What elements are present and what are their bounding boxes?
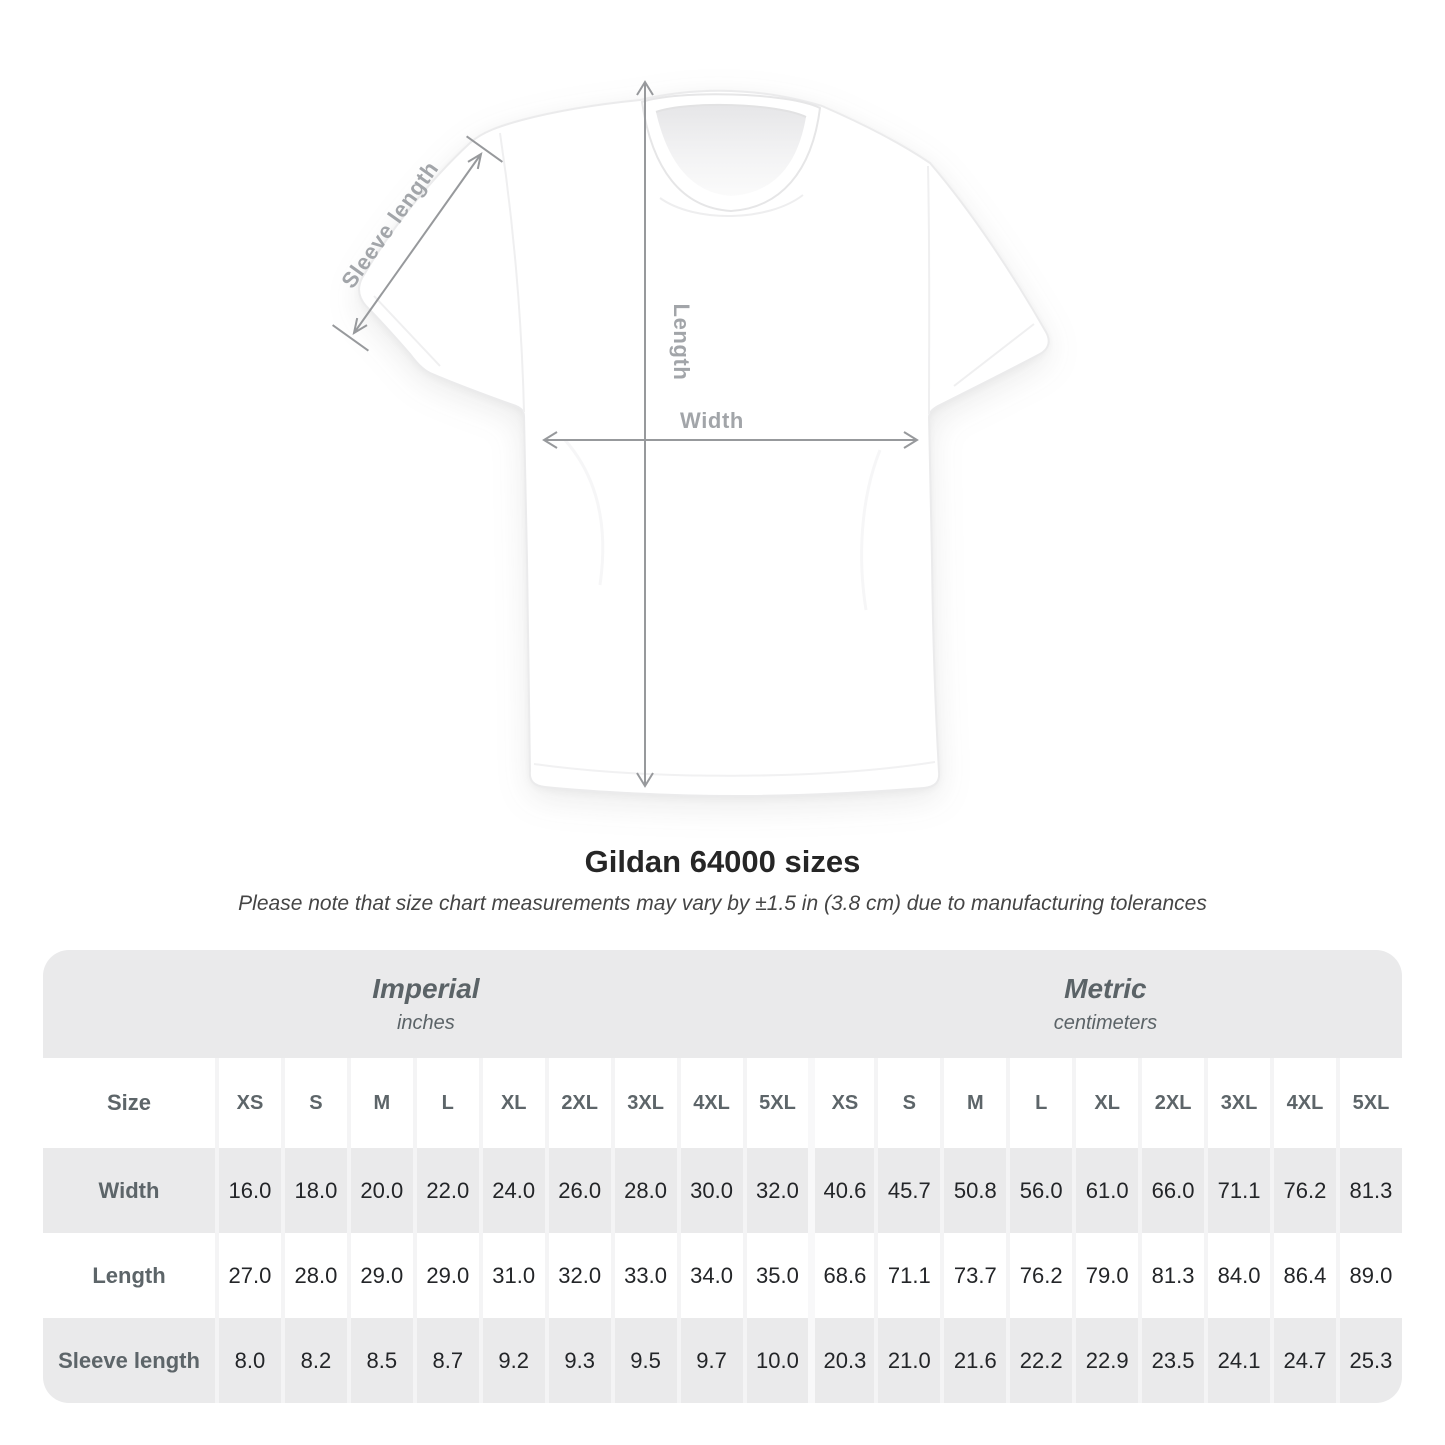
value-cell-imperial: 28.0: [281, 1233, 347, 1318]
size-column-header-imperial: M: [347, 1058, 413, 1148]
value-cell-metric: 68.6: [808, 1233, 874, 1318]
value-cell-imperial: 8.7: [413, 1318, 479, 1403]
value-cell-imperial: 30.0: [677, 1148, 743, 1233]
size-column-header-imperial: 2XL: [545, 1058, 611, 1148]
value-cell-metric: 21.6: [940, 1318, 1006, 1403]
unit-header-band: [43, 950, 1402, 1058]
value-cell-imperial: 31.0: [479, 1233, 545, 1318]
page-title: Gildan 64000 sizes: [584, 844, 861, 879]
size-table-body: [43, 1148, 1402, 1403]
width-label: Width: [680, 408, 744, 433]
metric-header: [809, 950, 1402, 1058]
value-cell-metric: 84.0: [1204, 1233, 1270, 1318]
value-cell-metric: 71.1: [874, 1233, 940, 1318]
value-cell-metric: 79.0: [1072, 1233, 1138, 1318]
value-cell-imperial: 33.0: [611, 1233, 677, 1318]
size-row-label: Size: [43, 1058, 215, 1148]
value-cell-metric: 76.2: [1006, 1233, 1072, 1318]
size-column-header-imperial: XL: [479, 1058, 545, 1148]
value-cell-metric: 81.3: [1138, 1233, 1204, 1318]
value-cell-metric: 22.2: [1006, 1318, 1072, 1403]
value-cell-metric: 20.3: [808, 1318, 874, 1403]
value-cell-metric: 45.7: [874, 1148, 940, 1233]
value-cell-metric: 66.0: [1138, 1148, 1204, 1233]
size-chart-table: [43, 950, 1402, 1403]
value-cell-metric: 81.3: [1336, 1148, 1402, 1233]
size-column-header-metric: XL: [1072, 1058, 1138, 1148]
metric-unit: centimeters: [1053, 1012, 1158, 1034]
value-cell-imperial: 18.0: [281, 1148, 347, 1233]
size-header-row: [43, 1058, 1402, 1148]
size-column-header-metric: XS: [808, 1058, 874, 1148]
imperial-title: Imperial: [372, 973, 480, 1004]
value-cell-imperial: 22.0: [413, 1148, 479, 1233]
value-cell-metric: 56.0: [1006, 1148, 1072, 1233]
size-column-header-imperial: 3XL: [611, 1058, 677, 1148]
value-cell-imperial: 9.2: [479, 1318, 545, 1403]
value-cell-imperial: 28.0: [611, 1148, 677, 1233]
value-cell-metric: 25.3: [1336, 1318, 1402, 1403]
value-cell-metric: 76.2: [1270, 1148, 1336, 1233]
value-cell-metric: 73.7: [940, 1233, 1006, 1318]
size-column-header-imperial: L: [413, 1058, 479, 1148]
value-cell-metric: 86.4: [1270, 1233, 1336, 1318]
value-cell-imperial: 29.0: [347, 1233, 413, 1318]
size-column-header-metric: L: [1006, 1058, 1072, 1148]
value-cell-metric: 61.0: [1072, 1148, 1138, 1233]
measurement-row: [43, 1318, 1402, 1403]
value-cell-imperial: 8.5: [347, 1318, 413, 1403]
value-cell-metric: 24.7: [1270, 1318, 1336, 1403]
imperial-unit: inches: [396, 1012, 455, 1034]
size-column-header-imperial: S: [281, 1058, 347, 1148]
value-cell-metric: 71.1: [1204, 1148, 1270, 1233]
value-cell-metric: 22.9: [1072, 1318, 1138, 1403]
value-cell-imperial: 9.7: [677, 1318, 743, 1403]
value-cell-metric: 50.8: [940, 1148, 1006, 1233]
measurement-row: [43, 1233, 1402, 1318]
size-column-header-metric: 5XL: [1336, 1058, 1402, 1148]
tshirt-image: [359, 91, 1049, 796]
imperial-header: [43, 950, 809, 1058]
row-label: Width: [43, 1148, 215, 1233]
value-cell-imperial: 10.0: [743, 1318, 809, 1403]
size-column-header-imperial: XS: [215, 1058, 281, 1148]
tolerance-note: Please note that size chart measurements may vary by ±1.5 in (3.8 cm) due to manufacturing tolerances: [238, 892, 1207, 915]
row-label: Sleeve length: [43, 1318, 215, 1403]
value-cell-imperial: 29.0: [413, 1233, 479, 1318]
value-cell-imperial: 34.0: [677, 1233, 743, 1318]
value-cell-metric: 89.0: [1336, 1233, 1402, 1318]
size-column-header-metric: S: [874, 1058, 940, 1148]
length-label: Length: [669, 303, 694, 381]
metric-title: Metric: [1064, 973, 1147, 1004]
value-cell-imperial: 8.2: [281, 1318, 347, 1403]
measurement-row: [43, 1148, 1402, 1233]
size-column-header-metric: 2XL: [1138, 1058, 1204, 1148]
row-label: Length: [43, 1233, 215, 1318]
value-cell-imperial: 9.5: [611, 1318, 677, 1403]
size-column-header-metric: 3XL: [1204, 1058, 1270, 1148]
value-cell-metric: 40.6: [808, 1148, 874, 1233]
value-cell-imperial: 32.0: [545, 1233, 611, 1318]
value-cell-metric: 21.0: [874, 1318, 940, 1403]
value-cell-imperial: 27.0: [215, 1233, 281, 1318]
value-cell-imperial: 24.0: [479, 1148, 545, 1233]
value-cell-imperial: 16.0: [215, 1148, 281, 1233]
measurements-table: [43, 1058, 1402, 1403]
value-cell-imperial: 26.0: [545, 1148, 611, 1233]
value-cell-imperial: 20.0: [347, 1148, 413, 1233]
sleeve-length-label: Sleeve length: [336, 156, 444, 293]
value-cell-imperial: 9.3: [545, 1318, 611, 1403]
value-cell-metric: 24.1: [1204, 1318, 1270, 1403]
value-cell-imperial: 32.0: [743, 1148, 809, 1233]
value-cell-imperial: 35.0: [743, 1233, 809, 1318]
value-cell-imperial: 8.0: [215, 1318, 281, 1403]
value-cell-metric: 23.5: [1138, 1318, 1204, 1403]
size-column-header-imperial: 5XL: [743, 1058, 809, 1148]
size-column-header-metric: 4XL: [1270, 1058, 1336, 1148]
size-column-header-metric: M: [940, 1058, 1006, 1148]
size-column-header-imperial: 4XL: [677, 1058, 743, 1148]
